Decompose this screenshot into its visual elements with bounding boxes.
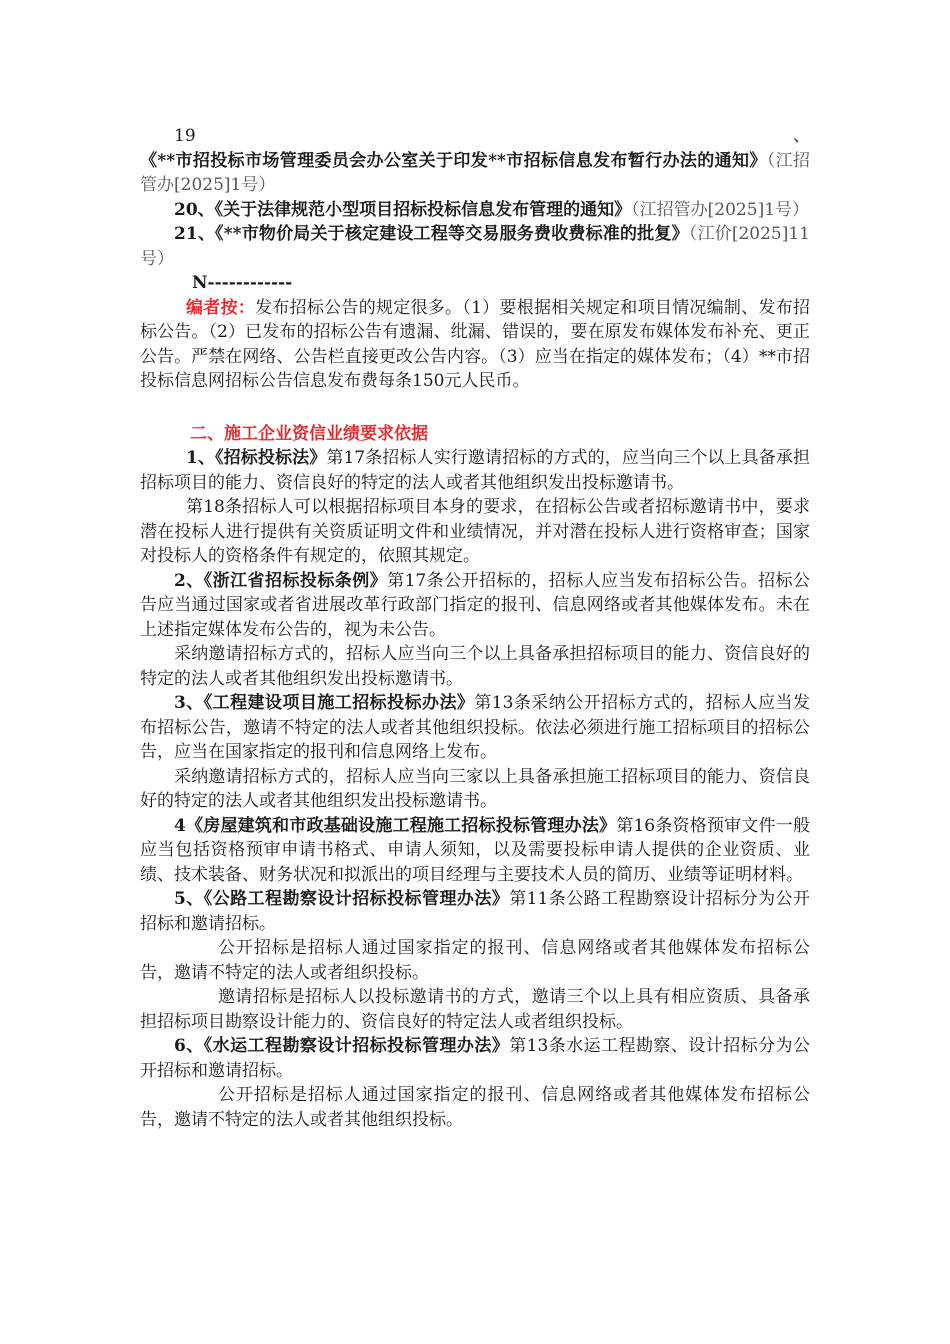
law-item-1: 1、《招标投标法》第17条招标人实行邀请招标的方式的，应当向三个以上具备承担招标项目的能力、资信良好的特定的法人或者其他组织发出投标邀请书。: [140, 448, 810, 493]
law-title: 《工程建设项目施工招标投标办法》: [203, 693, 475, 713]
ref-number: 21、: [174, 224, 216, 244]
law-title: 《房屋建筑和市政基础设施工程施工招标投标管理办法》: [185, 815, 617, 836]
law-title: 《浙江省招标投标条例》: [203, 570, 388, 591]
ref-doc-number: （江招管办[2025]1号）: [631, 199, 810, 220]
law-item-6: 6、《水运工程勘察设计招标投标管理办法》第13条水运工程勘察、设计招标分为公开招标和邀请招标。: [140, 1036, 810, 1081]
law-paragraph: 公开招标是招标人通过国家指定的报刊、信息网络或者其他媒体发布招标公告，邀请不特定的法人或者组织投标。: [140, 938, 810, 983]
law-item-3: 3、《工程建设项目施工招标投标办法》第13条采纳公开招标方式的，招标人应当发布招标公告，邀请不特定的法人或者其他组织投标。依法必须进行施工招标项目的招标公告，应当在国家指定的报刊和信息网络上发布。: [140, 693, 810, 762]
ref-title: 《**市物价局关于核定建设工程等交易服务费收费标准的批复》: [215, 224, 689, 244]
ref-number: 20、: [174, 199, 215, 220]
ref-item-20: [140, 198, 810, 223]
section-heading: 二、施工企业资信业绩要求依据: [190, 423, 428, 444]
ref-item-21: [140, 222, 810, 271]
ref-doc-number: （江招管办[2025]1号）: [140, 150, 810, 195]
editor-note: [140, 296, 810, 394]
law-paragraph: 采纳邀请招标方式的，招标人应当向三个以上具备承担招标项目的能力、资信良好的特定的法人或者其他组织发出投标邀请书。: [140, 644, 810, 689]
law-title: 《招标投标法》: [215, 448, 327, 468]
law-paragraph: 邀请招标是招标人以投标邀请书的方式，邀请三个以上具有相应资质、具备承担招标项目勘察设计能力的、资信良好的特定法人或者组织投标。: [140, 987, 810, 1032]
law-title: 《公路工程勘察设计招标投标管理办法》: [203, 889, 510, 909]
law-item-4: 4《房屋建筑和市政基础设施工程施工招标投标管理办法》第16条资格预审文件一般应当包括资格预审申请书格式、申请人须知，以及需要投标申请人提供的企业资质、业绩、技术装备、财务状况和拟派出的项目经理与主要技术人员的简历、业绩等证明材料。: [140, 815, 811, 885]
law-paragraph: 采纳邀请招标方式的，招标人应当向三家以上具备承担施工招标项目的能力、资信良好的特定的法人或者其他组织发出投标邀请书。: [140, 766, 810, 811]
separator-line: N------------: [192, 273, 293, 293]
ref-item-19: [140, 124, 810, 198]
law-paragraph: 公开招标是招标人通过国家指定的报刊、信息网络或者其他媒体发布招标公告，邀请不特定的法人或者其他组织投标。: [140, 1085, 810, 1130]
document-page: [140, 124, 810, 1132]
ref-doc-number: （江价[2025]11号）: [140, 224, 810, 269]
editor-note-text: 发布招标公告的规定很多。（1）要根据相关规定和项目情况编制、发布招标公告。（2）已发布的招标公告有遗漏、纰漏、错误的，要在原发布媒体发布补充、更正公告。严禁在网络、公告栏直接更改公告内容。（3）应当在指定的媒体发布；（4）**市招投标信息网招标公告信息发布费每条150元人民币。: [140, 297, 810, 391]
ref-title: 《关于法律规范小型项目招标投标信息发布管理的通知》: [214, 199, 632, 220]
law-item-5: 5、《公路工程勘察设计招标投标管理办法》第11条公路工程勘察设计招标分为公开招标和邀请招标。: [140, 889, 810, 934]
ref-number: 19、: [174, 126, 810, 146]
ref-title: 《**市招投标市场管理委员会办公室关于印发**市招标信息发布暂行办法的通知》: [140, 150, 767, 171]
editor-note-label: 编者按：: [186, 297, 256, 318]
law-title: 《水运工程勘察设计招标投标管理办法》: [203, 1036, 510, 1056]
law-item-2: 2、《浙江省招标投标条例》第17条公开招标的，招标人应当发布招标公告。招标公告应当通过国家或者省进展改革行政部门指定的报刊、信息网络或者其他媒体发布。未在上述指定媒体发布公告的，视为未公告。: [140, 570, 810, 640]
law-paragraph: 第18条招标人可以根据招标项目本身的要求，在招标公告或者招标邀请书中，要求潜在投标人进行提供有关资质证明文件和业绩情况，并对潜在投标人进行资格审查；国家对投标人的资格条件有规定的，依照其规定。: [140, 497, 810, 566]
